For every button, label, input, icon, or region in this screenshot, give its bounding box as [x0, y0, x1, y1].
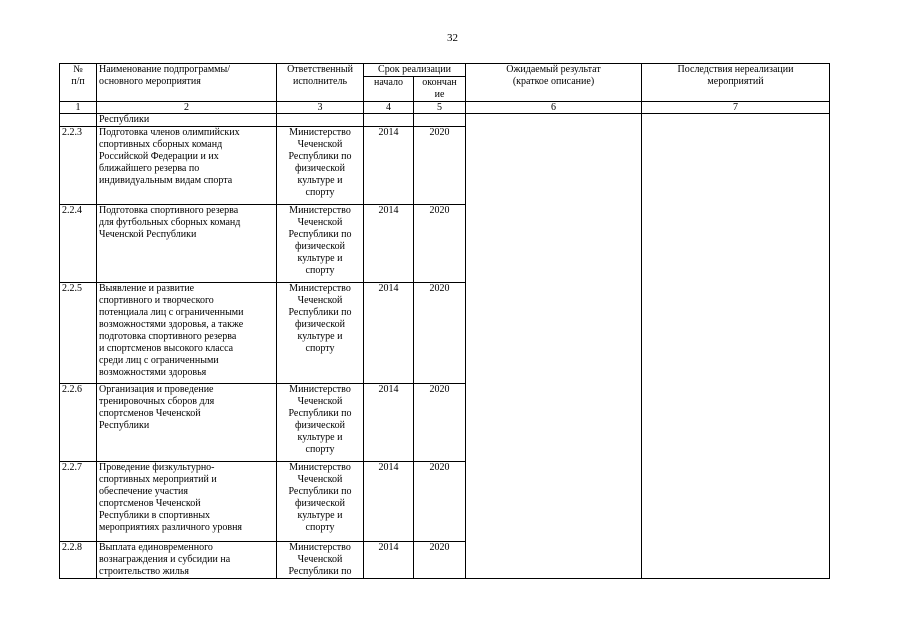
continuation-row — [60, 114, 830, 127]
start-year: 2014 — [364, 127, 414, 205]
start-year: 2014 — [364, 542, 414, 579]
column-number-row — [60, 102, 830, 114]
measure-name: Республики — [97, 114, 277, 127]
executor: Министерство Чеченской Республики по физической культуре и спорту — [277, 384, 364, 462]
measure-name: Подготовка спортивного резерва для футбольных сборных команд Чеченской Республики — [97, 205, 277, 283]
row-number: 2.2.5 — [60, 283, 97, 384]
row-number: 2.2.8 — [60, 542, 97, 579]
column-number: 7 — [642, 102, 830, 114]
header-consequence: Последствия нереализации мероприятий — [642, 64, 830, 102]
executor — [277, 114, 364, 127]
page-number: 32 — [447, 32, 458, 44]
end-year: 2020 — [414, 542, 466, 579]
executor: Министерство Чеченской Республики по — [277, 542, 364, 579]
column-number: 5 — [414, 102, 466, 114]
column-number: 6 — [466, 102, 642, 114]
measure-name: Выплата единовременного вознаграждения и субсидии на строительство жилья — [97, 542, 277, 579]
column-number: 2 — [97, 102, 277, 114]
executor: Министерство Чеченской Республики по физической культуре и спорту — [277, 127, 364, 205]
executor: Министерство Чеченской Республики по физической культуре и спорту — [277, 462, 364, 542]
start-year: 2014 — [364, 283, 414, 384]
end-year: 2020 — [414, 205, 466, 283]
start-year — [364, 114, 414, 127]
header-number: № п/п — [60, 64, 97, 102]
executor: Министерство Чеченской Республики по физической культуре и спорту — [277, 205, 364, 283]
consequence-cell — [642, 114, 830, 579]
header-result: Ожидаемый результат (краткое описание) — [466, 64, 642, 102]
header-executor: Ответственный исполнитель — [277, 64, 364, 102]
header-name: Наименование подпрограммы/ основного мероприятия — [97, 64, 277, 102]
column-number: 1 — [60, 102, 97, 114]
end-year: 2020 — [414, 127, 466, 205]
start-year: 2014 — [364, 205, 414, 283]
end-year — [414, 114, 466, 127]
header-end: окончан ие — [414, 77, 466, 102]
column-number: 4 — [364, 102, 414, 114]
measure-name: Организация и проведение тренировочных сборов для спортсменов Чеченской Республики — [97, 384, 277, 462]
row-number: 2.2.7 — [60, 462, 97, 542]
column-number: 3 — [277, 102, 364, 114]
header-period: Срок реализации — [364, 64, 466, 77]
row-number: 2.2.4 — [60, 205, 97, 283]
expected-result-cell — [466, 114, 642, 579]
row-number: 2.2.3 — [60, 127, 97, 205]
executor: Министерство Чеченской Республики по физической культуре и спорту — [277, 283, 364, 384]
row-number: 2.2.6 — [60, 384, 97, 462]
start-year: 2014 — [364, 462, 414, 542]
header-row — [60, 64, 830, 77]
row-number — [60, 114, 97, 127]
header-start: начало — [364, 77, 414, 102]
end-year: 2020 — [414, 462, 466, 542]
end-year: 2020 — [414, 283, 466, 384]
program-measures-table — [59, 63, 830, 579]
measure-name: Подготовка членов олимпийских спортивных сборных команд Российской Федерации и их ближайшего резерва по индивидуальным видам спорта — [97, 127, 277, 205]
measure-name: Проведение физкультурно- спортивных мероприятий и обеспечение участия спортсменов Чеченской Республики в спортивных мероприятиях различного уровня — [97, 462, 277, 542]
start-year: 2014 — [364, 384, 414, 462]
measure-name: Выявление и развитие спортивного и творческого потенциала лиц с ограниченными возможностями здоровья, а также подготовка спортивного резерва и спортсменов высокого класса среди лиц с ограниченными возможностями здоровья — [97, 283, 277, 384]
end-year: 2020 — [414, 384, 466, 462]
